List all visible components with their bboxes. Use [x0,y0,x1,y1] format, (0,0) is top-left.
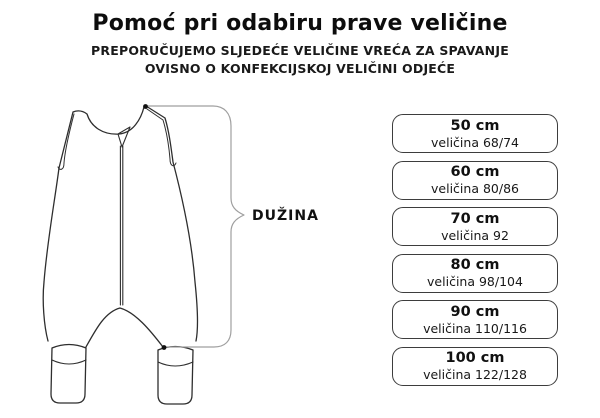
size-length: 90 cm [450,303,500,320]
size-list [392,114,558,386]
sleeping-bag-outline-group [43,106,197,404]
size-clothing: veličina 110/116 [423,320,527,336]
size-clothing: veličina 122/128 [423,367,527,383]
subtitle-line-1: PREPORUČUJEMO SLJEDEĆE VELIČINE VREĆA ZA SPAVANJE [91,43,509,58]
crotch-arch [86,308,163,347]
size-length: 50 cm [450,117,500,134]
zipper-flap [118,127,130,147]
size-clothing: veličina 98/104 [427,274,523,290]
size-length: 80 cm [450,257,500,274]
length-measure-group [146,106,244,347]
size-option-80cm [392,254,558,293]
size-option-90cm [392,300,558,339]
left-foot-cuff [51,345,86,404]
size-option-100cm [392,347,558,386]
right-foot-cuff-band [158,362,193,366]
size-option-70cm [392,207,558,246]
measure-dot-top [143,104,148,109]
subtitle-line-2: OVISNO O KONFEKCIJSKOJ VELIČINI ODJEĆE [144,61,456,76]
size-option-50cm [392,114,558,153]
size-length: 60 cm [450,164,500,181]
page-title: Pomoć pri odabiru prave veličine [92,11,508,36]
right-armhole-seam [147,109,176,166]
sleeping-bag-diagram [30,95,330,418]
size-clothing: veličina 68/74 [431,134,519,150]
length-label: DUŽINA [252,208,319,224]
size-clothing: veličina 80/86 [431,181,519,197]
left-foot-cuff-band [52,360,86,364]
size-clothing: veličina 92 [441,227,509,243]
measure-dot-bottom [162,345,167,350]
zipper-line [120,146,122,305]
length-measure-brace [146,106,244,347]
right-foot-cuff [158,347,193,405]
size-length: 70 cm [450,210,500,227]
size-option-60cm [392,161,558,200]
size-length: 100 cm [445,350,505,367]
